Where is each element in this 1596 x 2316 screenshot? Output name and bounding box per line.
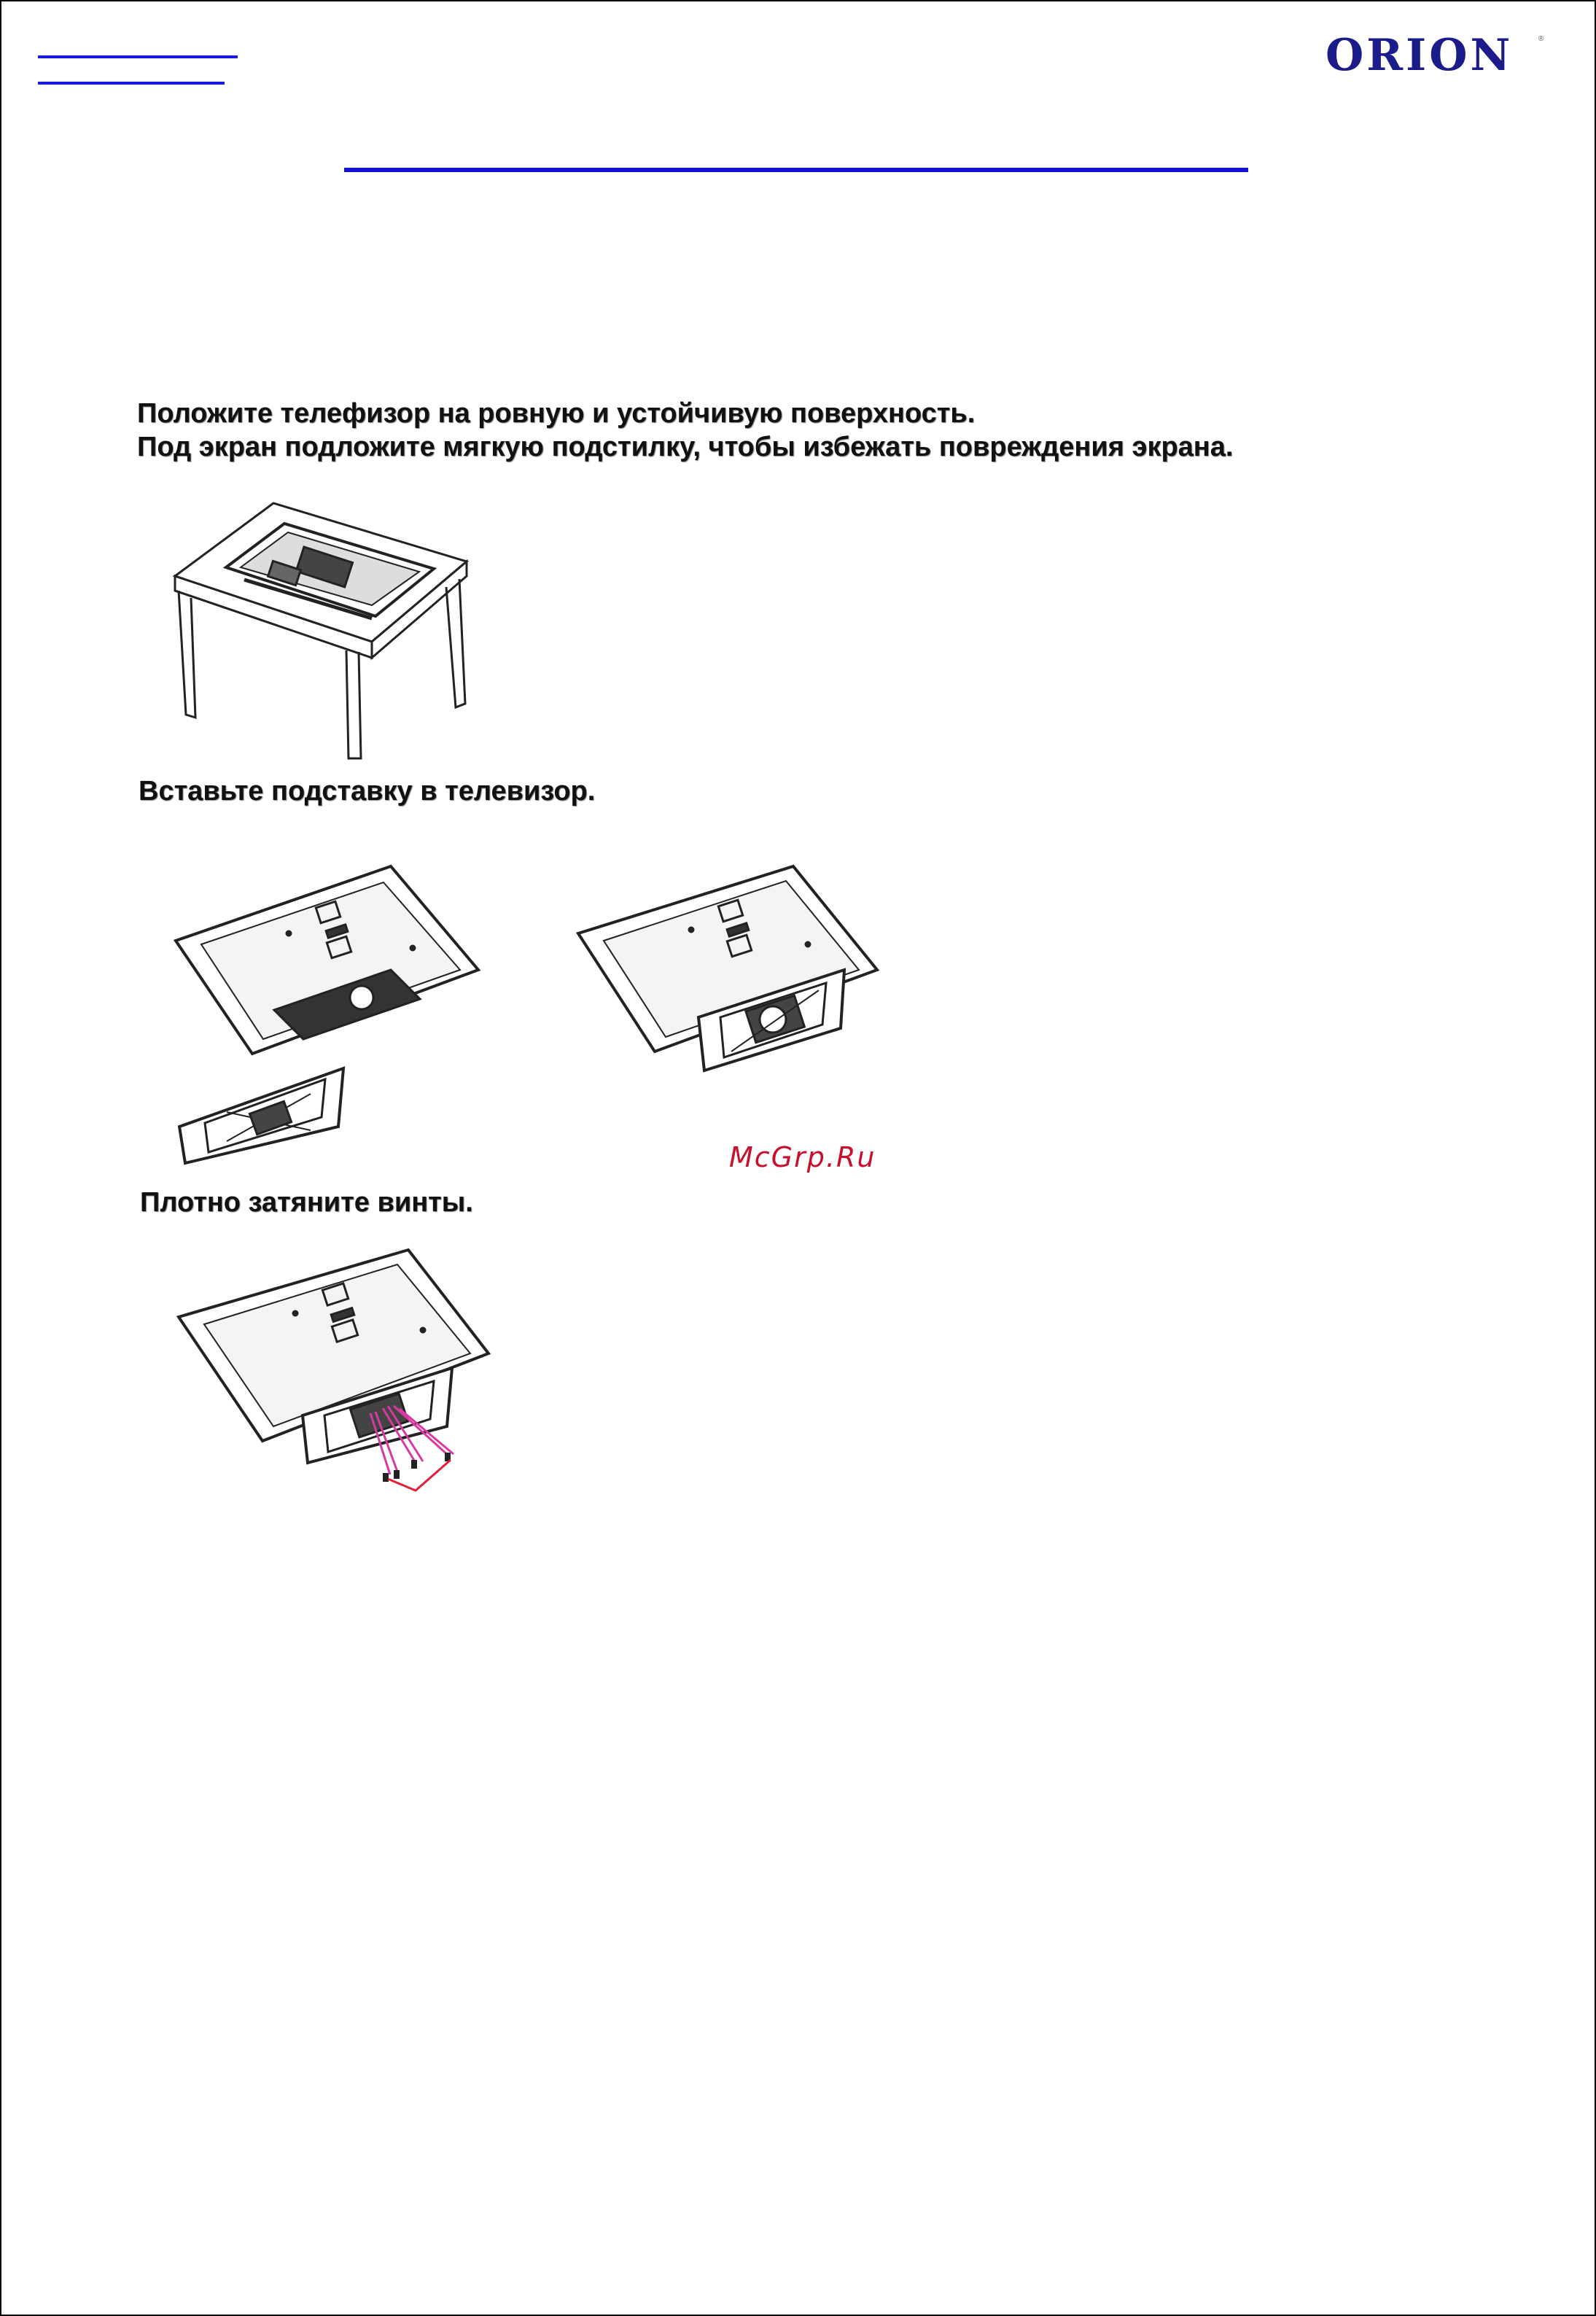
header-link-1[interactable] bbox=[38, 55, 238, 58]
step3-line1: Плотно затяните винты. bbox=[140, 1187, 473, 1218]
step1-line1: Положите телефизор на ровную и устойчивую поверхность. bbox=[137, 398, 976, 429]
tv-stand-separate-illustration bbox=[172, 860, 486, 1167]
tv-stand-inserted-illustration bbox=[575, 860, 881, 1079]
registered-mark: ® bbox=[1538, 35, 1544, 43]
step1-line2: Под экран подложите мягкую подстилку, чтобы избежать повреждения экрана. bbox=[137, 432, 1234, 462]
tv-on-table-illustration bbox=[160, 496, 481, 766]
watermark: McGrp.Ru bbox=[729, 1141, 876, 1173]
step2-line1: Вставьте подставку в телевизор. bbox=[139, 776, 596, 807]
tv-screws-illustration bbox=[175, 1244, 496, 1507]
header-link-2[interactable] bbox=[38, 82, 225, 85]
brand-logo: ORION bbox=[1326, 30, 1514, 81]
title-underline bbox=[344, 168, 1248, 172]
